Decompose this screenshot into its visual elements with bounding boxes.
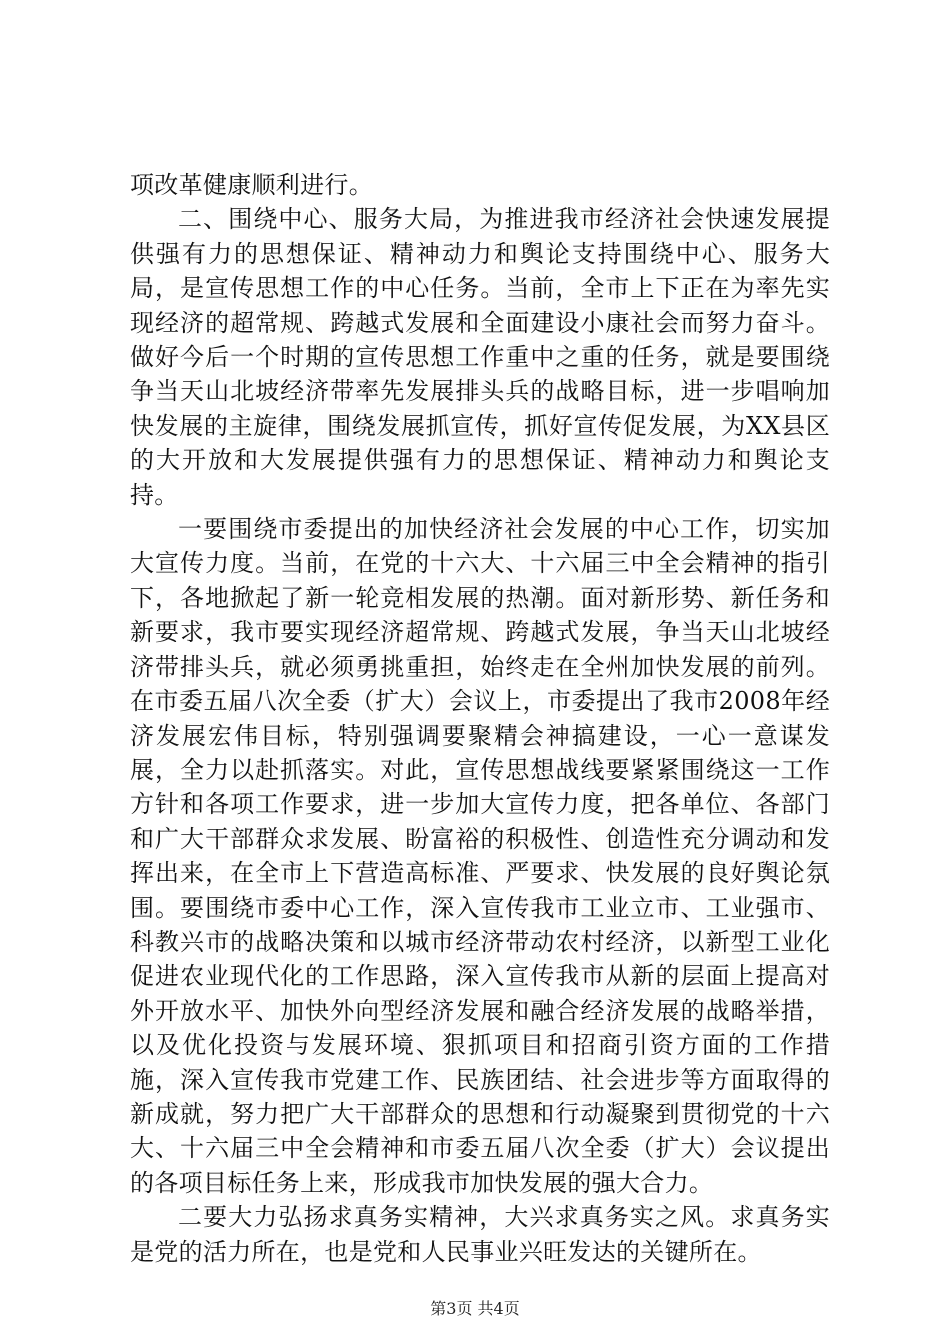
page-number-footer: 第3页 共4页: [430, 1299, 520, 1318]
paragraph-point-two: 二要大力弘扬求真务实精神，大兴求真务实之风。求真务实是党的活力所在，也是党和人民事业兴旺发达的关键所在。: [130, 1203, 830, 1266]
document-body: [130, 168, 830, 1269]
paragraph-continuation: 项改革健康顺利进行。: [130, 171, 373, 199]
paragraph-section-two: 二、围绕中心、服务大局，为推进我市经济社会快速发展提供强有力的思想保证、精神动力和舆论支持围绕中心、服务大局，是宣传思想工作的中心任务。当前，全市上下正在为率先实现经济的超常规、跨越式发展和全面建设小康社会而努力奋斗。做好今后一个时期的宣传思想工作重中之重的任务，就是要围绕争当天山北坡经济带率先发展排头兵的战略目标，进一步唱响加快发展的主旋律，围绕发展抓宣传，抓好宣传促发展，为XX县区的大开放和大发展提供强有力的思想保证、精神动力和舆论支持。: [130, 205, 830, 509]
paragraph-point-one: 一要围绕市委提出的加快经济社会发展的中心工作，切实加大宣传力度。当前，在党的十六大、十六届三中全会精神的指引下，各地掀起了新一轮竞相发展的热潮。面对新形势、新任务和新要求，我市要实现经济超常规、跨越式发展，争当天山北坡经济带排头兵，就必须勇挑重担，始终走在全州加快发展的前列。在市委五届八次全委（扩大）会议上，市委提出了我市2008年经济发展宏伟目标，特别强调要聚精会神搞建设，一心一意谋发展，全力以赴抓落实。对此，宣传思想战线要紧紧围绕这一工作方针和各项工作要求，进一步加大宣传力度，把各单位、各部门和广大干部群众求发展、盼富裕的积极性、创造性充分调动和发挥出来，在全市上下营造高标准、严要求、快发展的良好舆论氛围。要围绕市委中心工作，深入宣传我市工业立市、工业强市、科教兴市的战略决策和以城市经济带动农村经济，以新型工业化促进农业现代化的工作思路，深入宣传我市从新的层面上提高对外开放水平、加快外向型经济发展和融合经济发展的战略举措，以及优化投资与发展环境、狠抓项目和招商引资方面的工作措施，深入宣传我市党建工作、民族团结、社会进步等方面取得的新成就，努力把广大干部群众的思想和行动凝聚到贯彻党的十六大、十六届三中全会精神和市委五届八次全委（扩大）会议提出的各项目标任务上来，形成我市加快发展的强大合力。: [130, 515, 830, 1197]
